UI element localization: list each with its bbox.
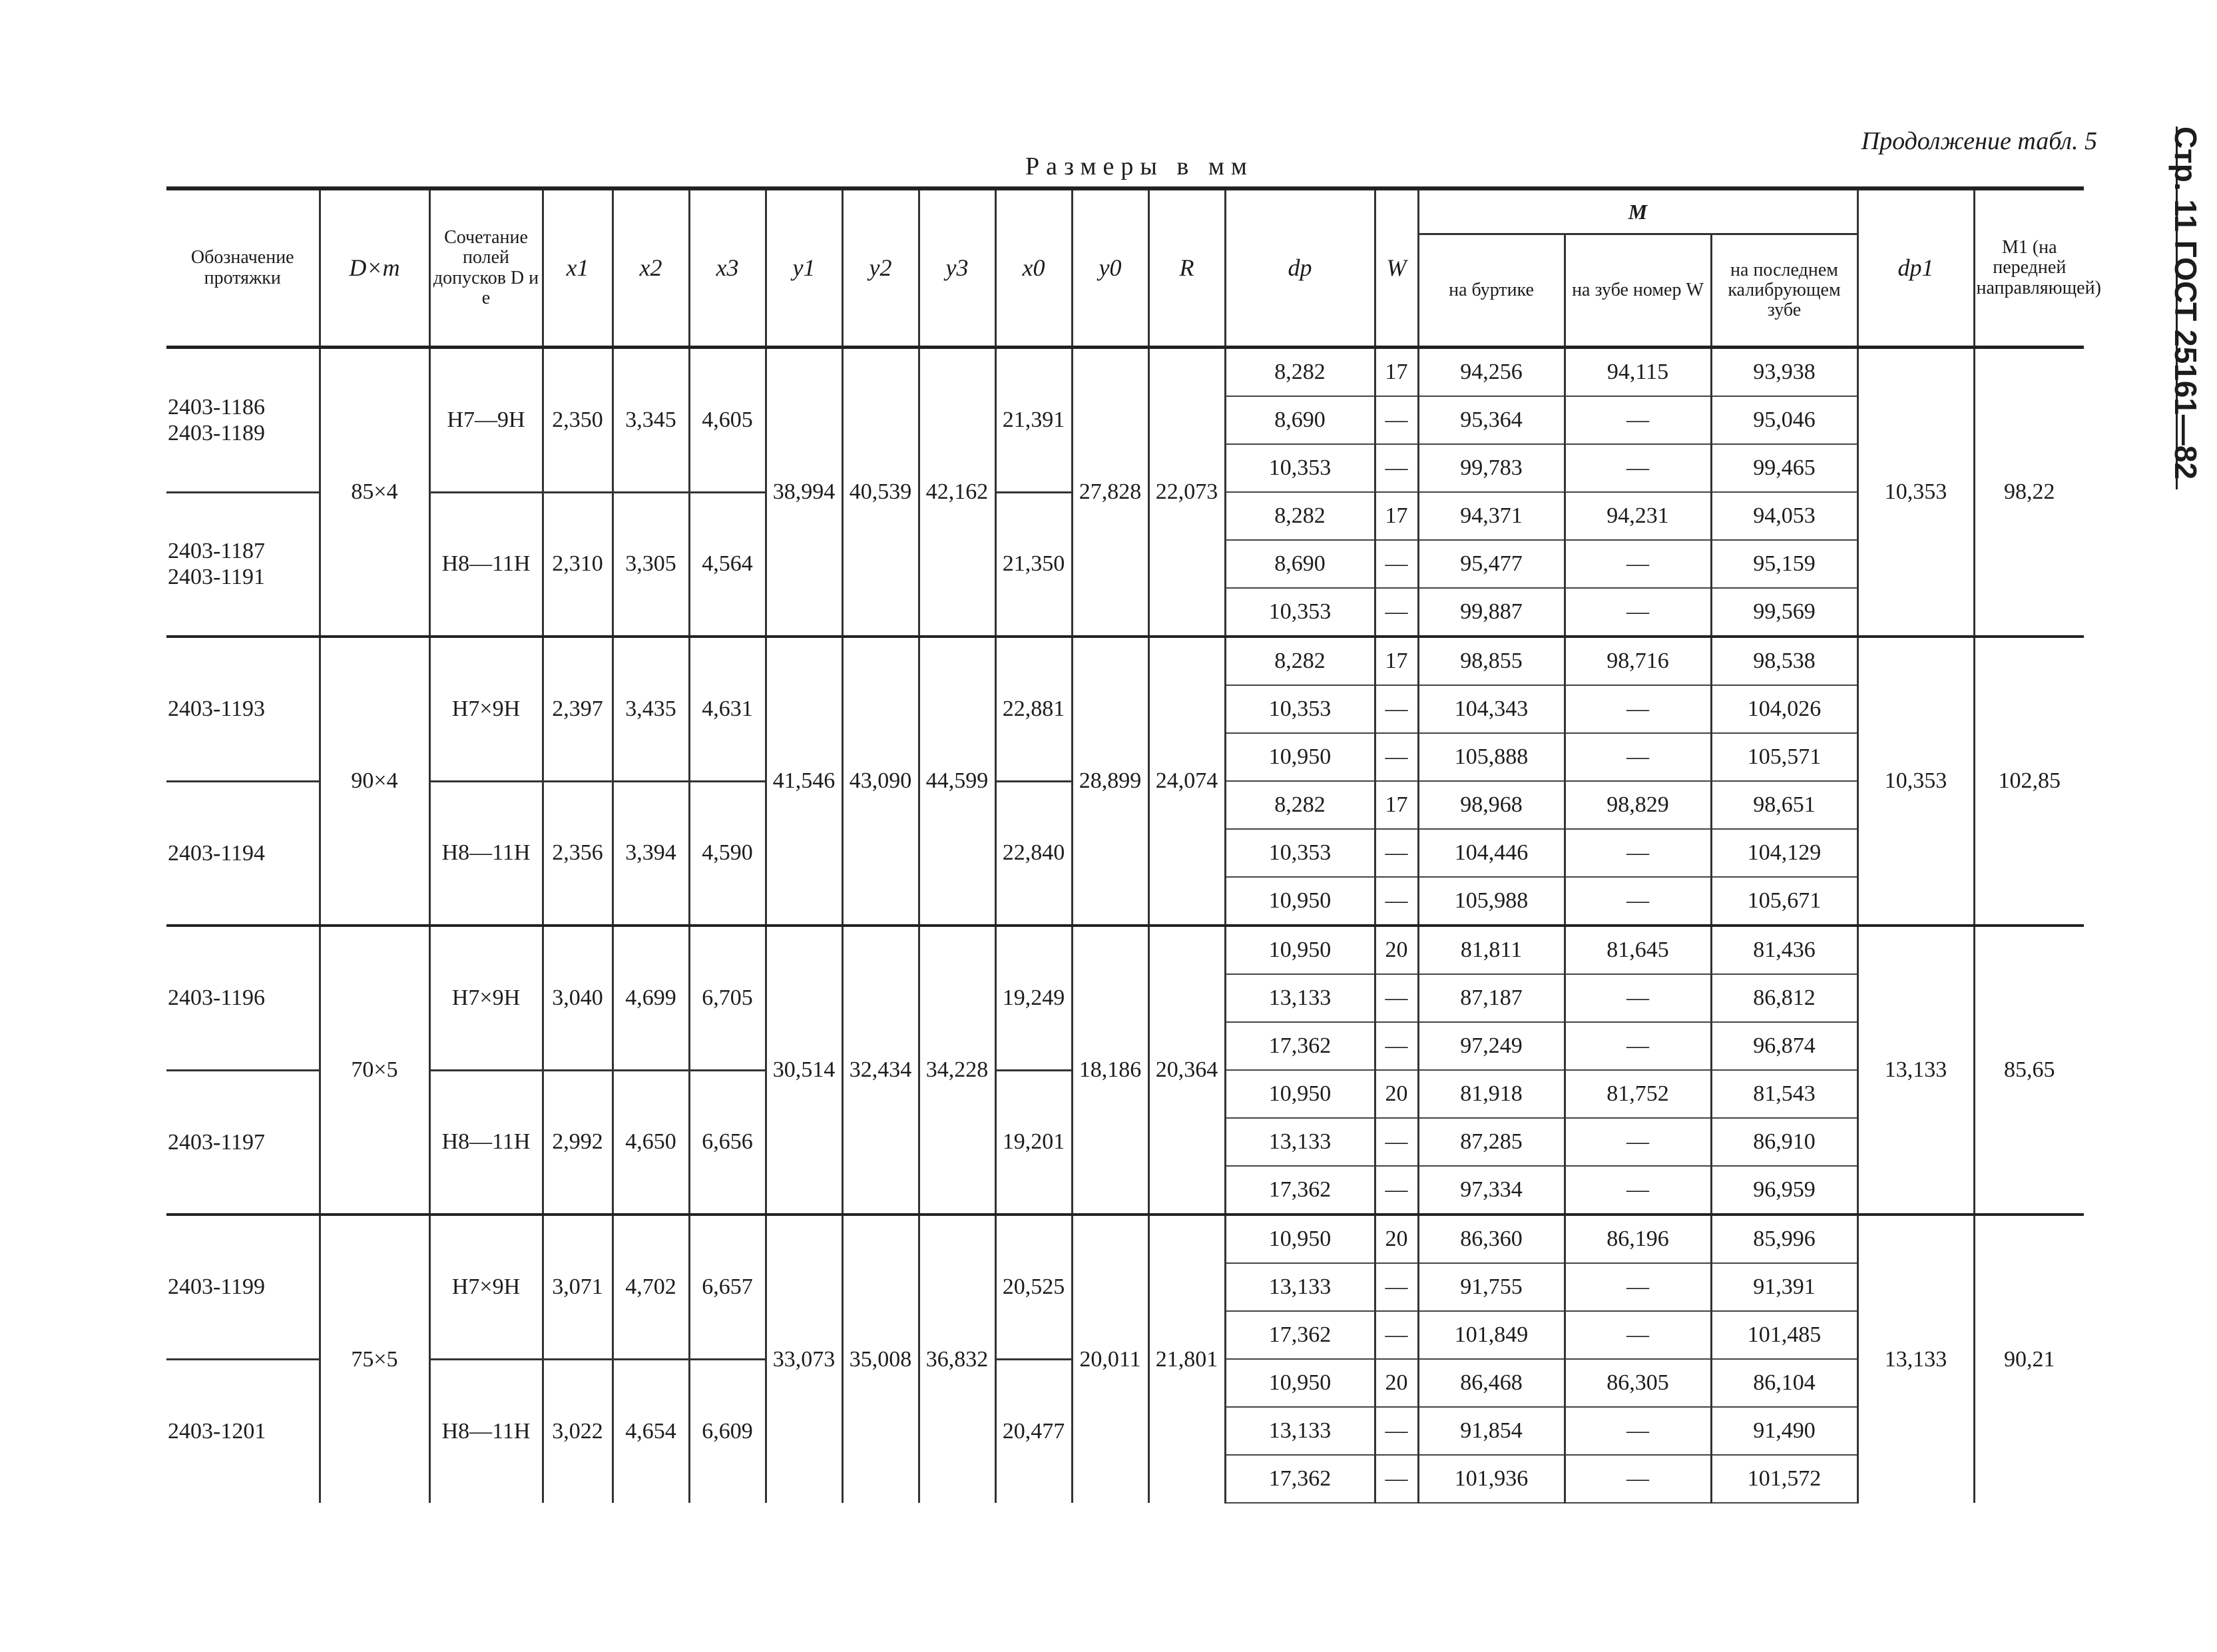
header-y1-text: y1 [792, 254, 816, 282]
m-collar-cell: 101,936 [1418, 1455, 1565, 1503]
w-cell: 17 [1375, 492, 1418, 540]
continuation-label: Продолжение табл. 5 [1861, 127, 2097, 155]
m-tooth-cell: — [1565, 877, 1711, 926]
dp-cell: 10,353 [1225, 829, 1375, 877]
header-designation: Обозначение протяжки [166, 188, 320, 348]
m-tooth-cell: — [1565, 396, 1711, 444]
designation-code: 2403-1197 [168, 1129, 266, 1155]
m-tooth-cell: — [1565, 1311, 1711, 1359]
header-x1-text: x1 [566, 254, 589, 282]
header-W-text: W [1386, 254, 1407, 282]
x3-cell: 4,564 [689, 492, 766, 637]
designation-cell [166, 926, 320, 1070]
dp-cell: 10,950 [1225, 1215, 1375, 1263]
m-tooth-cell: — [1565, 974, 1711, 1022]
designation-cell [166, 348, 320, 493]
x3-cell: 4,631 [689, 637, 766, 781]
m-last-cell: 91,391 [1711, 1263, 1857, 1311]
m-tooth-cell: — [1565, 444, 1711, 492]
header-y3-text: y3 [945, 254, 969, 282]
x1-cell: 2,992 [543, 1070, 613, 1215]
x1-cell: 2,356 [543, 781, 613, 926]
table-row [166, 926, 2084, 974]
y0-cell: 27,828 [1072, 348, 1148, 637]
m1-cell: 102,85 [1974, 637, 2084, 926]
x3-cell: 4,590 [689, 781, 766, 926]
m-last-cell: 86,910 [1711, 1118, 1857, 1166]
dp1-cell: 13,133 [1857, 1215, 1974, 1503]
m-tooth-cell: — [1565, 540, 1711, 588]
header-tolerance: Сочетание полей допусков D и e [429, 188, 543, 348]
x0-cell: 20,477 [995, 1359, 1072, 1503]
m-tooth-cell: — [1565, 733, 1711, 781]
header-M-last: на последнем калибрующем зубе [1711, 234, 1857, 348]
dp-cell: 17,362 [1225, 1022, 1375, 1070]
x1-cell: 2,310 [543, 492, 613, 637]
designation-code: 2403-1193 [168, 696, 266, 722]
m-collar-cell: 95,477 [1418, 540, 1565, 588]
w-cell: — [1375, 877, 1418, 926]
m-last-cell: 93,938 [1711, 348, 1857, 397]
designation-cell [166, 637, 320, 781]
m-tooth-cell: — [1565, 1263, 1711, 1311]
m-last-cell: 96,874 [1711, 1022, 1857, 1070]
x3-cell: 6,657 [689, 1215, 766, 1359]
tolerance-cell: H7×9H [429, 1215, 543, 1359]
w-cell: — [1375, 733, 1418, 781]
w-cell: 17 [1375, 348, 1418, 397]
m-last-cell: 95,159 [1711, 540, 1857, 588]
m-last-cell: 95,046 [1711, 396, 1857, 444]
m1-cell: 85,65 [1974, 926, 2084, 1215]
m-tooth-cell: — [1565, 829, 1711, 877]
m1-cell: 90,21 [1974, 1215, 2084, 1503]
header-dm [320, 188, 429, 348]
table-row [166, 348, 2084, 397]
w-cell: — [1375, 1407, 1418, 1455]
w-cell: 20 [1375, 1359, 1418, 1407]
m-tooth-cell: 94,115 [1565, 348, 1711, 397]
m-tooth-cell: 98,716 [1565, 637, 1711, 685]
dp-cell: 17,362 [1225, 1311, 1375, 1359]
dp-cell: 8,690 [1225, 540, 1375, 588]
table-row [166, 1215, 2084, 1263]
dp-cell: 10,353 [1225, 444, 1375, 492]
header-M1: M1 (на передней направляющей) [1974, 188, 2084, 348]
dp-cell: 13,133 [1225, 1407, 1375, 1455]
r-cell: 24,074 [1148, 637, 1225, 926]
tolerance-cell: H8—11H [429, 1359, 543, 1503]
w-cell: — [1375, 396, 1418, 444]
w-cell: 17 [1375, 781, 1418, 829]
x3-cell: 4,605 [689, 348, 766, 493]
designation-cell [166, 1215, 320, 1359]
dm-cell: 70×5 [320, 926, 429, 1215]
m-collar-cell: 105,888 [1418, 733, 1565, 781]
header-y1 [766, 188, 842, 348]
header-y2 [842, 188, 919, 348]
m-tooth-cell: 81,752 [1565, 1070, 1711, 1118]
x0-cell: 19,249 [995, 926, 1072, 1070]
header-W [1375, 188, 1418, 348]
y2-cell: 43,090 [842, 637, 919, 926]
dp-cell: 10,950 [1225, 877, 1375, 926]
m-last-cell: 91,490 [1711, 1407, 1857, 1455]
m-collar-cell: 94,256 [1418, 348, 1565, 397]
designation-cell [166, 781, 320, 926]
y0-cell: 18,186 [1072, 926, 1148, 1215]
designation-code: 2403-1196 [168, 985, 266, 1011]
dp-cell: 13,133 [1225, 1118, 1375, 1166]
m-collar-cell: 97,249 [1418, 1022, 1565, 1070]
dp-cell: 17,362 [1225, 1166, 1375, 1215]
m-last-cell: 81,543 [1711, 1070, 1857, 1118]
m-tooth-cell: 94,231 [1565, 492, 1711, 540]
m-last-cell: 101,572 [1711, 1455, 1857, 1503]
y0-cell: 20,011 [1072, 1215, 1148, 1503]
m-collar-cell: 101,849 [1418, 1311, 1565, 1359]
w-cell: — [1375, 1455, 1418, 1503]
y0-cell: 28,899 [1072, 637, 1148, 926]
x3-cell: 6,656 [689, 1070, 766, 1215]
x0-cell: 21,350 [995, 492, 1072, 637]
m-collar-cell: 94,371 [1418, 492, 1565, 540]
dp-cell: 8,282 [1225, 348, 1375, 397]
dm-cell: 85×4 [320, 348, 429, 637]
designation-code: 2403-1186 [168, 394, 266, 419]
header-y0-text: y0 [1099, 254, 1122, 282]
m-collar-cell: 87,187 [1418, 974, 1565, 1022]
m-tooth-cell: 81,645 [1565, 926, 1711, 974]
x2-cell: 3,305 [613, 492, 689, 637]
y1-cell: 33,073 [766, 1215, 842, 1503]
tolerance-cell: H7×9H [429, 926, 543, 1070]
header-M-tooth: на зубе номер W [1565, 234, 1711, 348]
header-x0-text: x0 [1022, 254, 1045, 282]
m-tooth-cell: — [1565, 1118, 1711, 1166]
w-cell: — [1375, 444, 1418, 492]
y3-cell: 34,228 [919, 926, 995, 1215]
m-collar-cell: 95,364 [1418, 396, 1565, 444]
header-x1 [543, 188, 613, 348]
w-cell: — [1375, 1022, 1418, 1070]
designation-cell [166, 492, 320, 637]
x3-cell: 6,609 [689, 1359, 766, 1503]
x2-cell: 3,345 [613, 348, 689, 493]
m-tooth-cell: — [1565, 1455, 1711, 1503]
m-collar-cell: 86,468 [1418, 1359, 1565, 1407]
header-dp1 [1857, 188, 1974, 348]
dm-cell: 75×5 [320, 1215, 429, 1503]
dp-cell: 17,362 [1225, 1455, 1375, 1503]
table-body [166, 348, 2084, 1504]
m-collar-cell: 91,854 [1418, 1407, 1565, 1455]
y3-cell: 36,832 [919, 1215, 995, 1503]
m-last-cell: 104,026 [1711, 685, 1857, 733]
x2-cell: 4,654 [613, 1359, 689, 1503]
m1-cell: 98,22 [1974, 348, 2084, 637]
header-y2-text: y2 [869, 254, 892, 282]
y3-cell: 44,599 [919, 637, 995, 926]
designation-cell [166, 1070, 320, 1215]
side-label-text: Стр. 11 ГОСТ 25161—82 [2168, 127, 2203, 480]
w-cell: 20 [1375, 926, 1418, 974]
r-cell: 22,073 [1148, 348, 1225, 637]
dm-cell: 90×4 [320, 637, 429, 926]
m-last-cell: 96,959 [1711, 1166, 1857, 1215]
header-y0 [1072, 188, 1148, 348]
m-last-cell: 105,671 [1711, 877, 1857, 926]
m-last-cell: 99,569 [1711, 588, 1857, 637]
m-last-cell: 86,104 [1711, 1359, 1857, 1407]
dp-cell: 10,353 [1225, 685, 1375, 733]
header-dp [1225, 188, 1375, 348]
x0-cell: 22,840 [995, 781, 1072, 926]
x3-cell: 6,705 [689, 926, 766, 1070]
table-row [166, 637, 2084, 685]
dp-cell: 13,133 [1225, 1263, 1375, 1311]
x0-cell: 20,525 [995, 1215, 1072, 1359]
m-collar-cell: 97,334 [1418, 1166, 1565, 1215]
dp-cell: 10,950 [1225, 926, 1375, 974]
x1-cell: 3,071 [543, 1215, 613, 1359]
y3-cell: 42,162 [919, 348, 995, 637]
x0-cell: 22,881 [995, 637, 1072, 781]
w-cell: — [1375, 685, 1418, 733]
w-cell: — [1375, 588, 1418, 637]
dp-cell: 8,282 [1225, 781, 1375, 829]
x2-cell: 3,435 [613, 637, 689, 781]
m-tooth-cell: — [1565, 1407, 1711, 1455]
m-last-cell: 81,436 [1711, 926, 1857, 974]
w-cell: — [1375, 974, 1418, 1022]
r-cell: 21,801 [1148, 1215, 1225, 1503]
header-R-text: R [1179, 254, 1194, 282]
w-cell: — [1375, 1166, 1418, 1215]
w-cell: — [1375, 1263, 1418, 1311]
m-last-cell: 104,129 [1711, 829, 1857, 877]
w-cell: 20 [1375, 1215, 1418, 1263]
w-cell: — [1375, 1311, 1418, 1359]
designation-code: 2403-1189 [168, 420, 266, 445]
m-last-cell: 86,812 [1711, 974, 1857, 1022]
y2-cell: 35,008 [842, 1215, 919, 1503]
w-cell: 17 [1375, 637, 1418, 685]
x1-cell: 3,022 [543, 1359, 613, 1503]
x0-cell: 19,201 [995, 1070, 1072, 1215]
designation-code: 2403-1187 [168, 539, 266, 564]
y2-cell: 32,434 [842, 926, 919, 1215]
dp1-cell: 10,353 [1857, 637, 1974, 926]
m-tooth-cell: 86,196 [1565, 1215, 1711, 1263]
header-x0 [995, 188, 1072, 348]
x2-cell: 4,702 [613, 1215, 689, 1359]
designation-code: 2403-1201 [168, 1419, 266, 1444]
tolerance-cell: H8—11H [429, 781, 543, 926]
dp-cell: 10,353 [1225, 588, 1375, 637]
header-dp-text: dp [1288, 254, 1312, 282]
m-collar-cell: 87,285 [1418, 1118, 1565, 1166]
page-side-label [2157, 127, 2210, 499]
dp-cell: 8,282 [1225, 637, 1375, 685]
m-collar-cell: 104,343 [1418, 685, 1565, 733]
m-tooth-cell: — [1565, 1166, 1711, 1215]
dp-cell: 8,282 [1225, 492, 1375, 540]
header-R [1148, 188, 1225, 348]
x1-cell: 2,397 [543, 637, 613, 781]
x2-cell: 4,699 [613, 926, 689, 1070]
x1-cell: 2,350 [543, 348, 613, 493]
header-x2 [613, 188, 689, 348]
m-collar-cell: 99,887 [1418, 588, 1565, 637]
dp1-cell: 13,133 [1857, 926, 1974, 1215]
m-last-cell: 99,465 [1711, 444, 1857, 492]
dp1-cell: 10,353 [1857, 348, 1974, 637]
designation-cell [166, 1359, 320, 1503]
m-collar-cell: 81,918 [1418, 1070, 1565, 1118]
x1-cell: 3,040 [543, 926, 613, 1070]
y1-cell: 41,546 [766, 637, 842, 926]
m-collar-cell: 104,446 [1418, 829, 1565, 877]
m-tooth-cell: — [1565, 1022, 1711, 1070]
tolerance-cell: H7×9H [429, 637, 543, 781]
w-cell: — [1375, 540, 1418, 588]
dp-cell: 10,950 [1225, 733, 1375, 781]
header-M: M [1418, 188, 1857, 234]
m-last-cell: 105,571 [1711, 733, 1857, 781]
m-last-cell: 98,651 [1711, 781, 1857, 829]
y1-cell: 38,994 [766, 348, 842, 637]
x2-cell: 4,650 [613, 1070, 689, 1215]
header-M-collar: на буртике [1418, 234, 1565, 348]
dp-cell: 10,950 [1225, 1359, 1375, 1407]
m-tooth-cell: 98,829 [1565, 781, 1711, 829]
m-collar-cell: 98,968 [1418, 781, 1565, 829]
m-last-cell: 94,053 [1711, 492, 1857, 540]
tolerance-cell: H8—11H [429, 1070, 543, 1215]
m-collar-cell: 99,783 [1418, 444, 1565, 492]
m-collar-cell: 86,360 [1418, 1215, 1565, 1263]
m-tooth-cell: — [1565, 588, 1711, 637]
units-caption: Размеры в мм [1025, 152, 1254, 180]
m-last-cell: 85,996 [1711, 1215, 1857, 1263]
designation-code: 2403-1194 [168, 840, 266, 866]
dp-cell: 8,690 [1225, 396, 1375, 444]
header-dp1-text: dp1 [1897, 254, 1934, 282]
dp-cell: 10,950 [1225, 1070, 1375, 1118]
header-x3-text: x3 [716, 254, 739, 282]
m-collar-cell: 105,988 [1418, 877, 1565, 926]
w-cell: — [1375, 829, 1418, 877]
designation-code: 2403-1199 [168, 1274, 266, 1300]
m-tooth-cell: 86,305 [1565, 1359, 1711, 1407]
m-tooth-cell: — [1565, 685, 1711, 733]
m-last-cell: 98,538 [1711, 637, 1857, 685]
header-y3 [919, 188, 995, 348]
header-x3 [689, 188, 766, 348]
tolerance-cell: H7—9H [429, 348, 543, 493]
w-cell: 20 [1375, 1070, 1418, 1118]
m-collar-cell: 91,755 [1418, 1263, 1565, 1311]
x0-cell: 21,391 [995, 348, 1072, 493]
tolerance-cell: H8—11H [429, 492, 543, 637]
m-last-cell: 101,485 [1711, 1311, 1857, 1359]
designation-code: 2403-1191 [168, 565, 266, 590]
y1-cell: 30,514 [766, 926, 842, 1215]
dp-cell: 13,133 [1225, 974, 1375, 1022]
y2-cell: 40,539 [842, 348, 919, 637]
w-cell: — [1375, 1118, 1418, 1166]
m-collar-cell: 81,811 [1418, 926, 1565, 974]
header-x2-text: x2 [639, 254, 662, 282]
r-cell: 20,364 [1148, 926, 1225, 1215]
x2-cell: 3,394 [613, 781, 689, 926]
dimensions-table [166, 186, 2101, 1504]
m-collar-cell: 98,855 [1418, 637, 1565, 685]
header-dm-text: D×m [349, 254, 400, 282]
